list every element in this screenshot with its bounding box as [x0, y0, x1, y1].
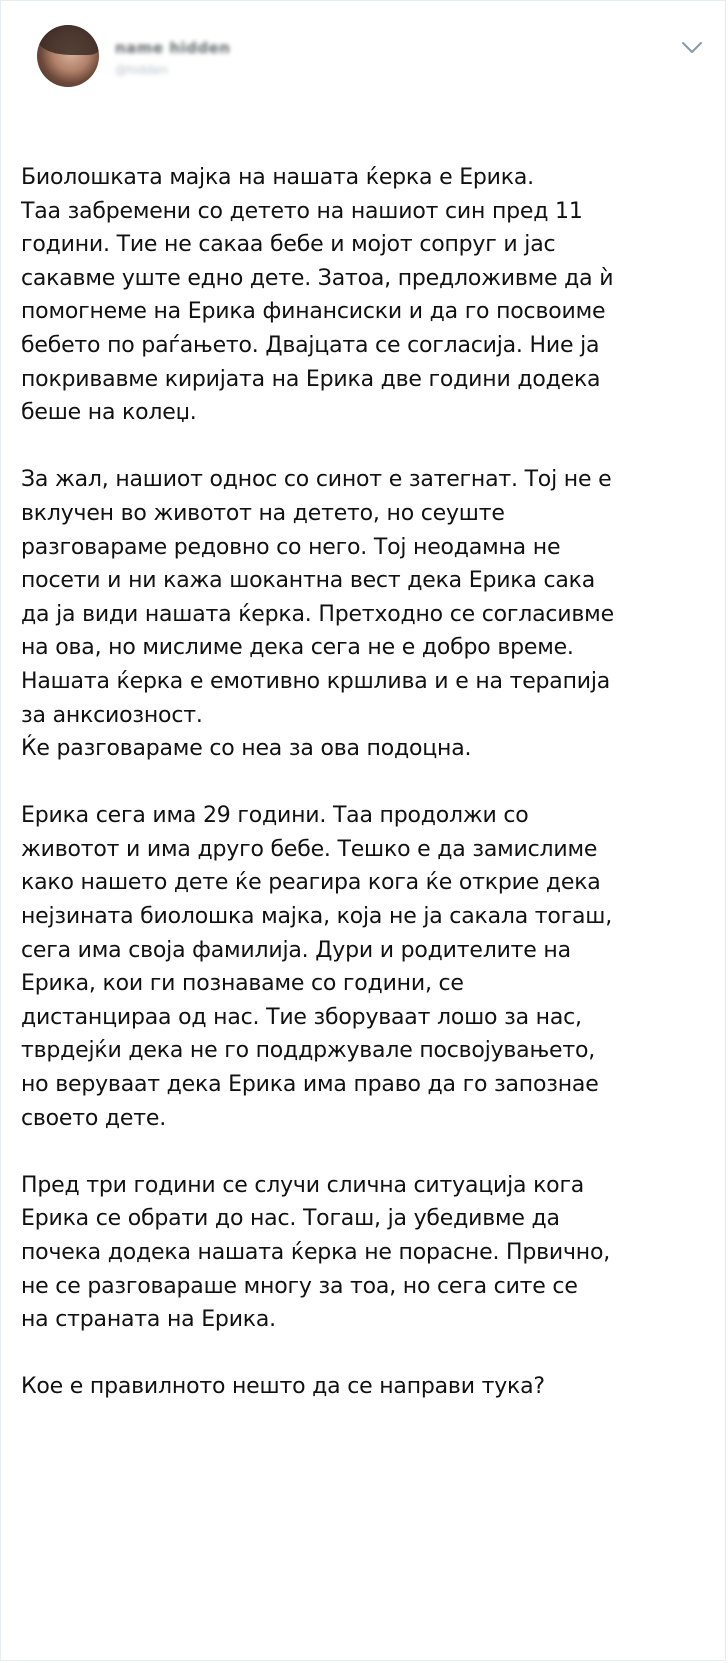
tweet-paragraph: [21, 161, 711, 430]
more-options-button[interactable]: [677, 33, 707, 63]
text-line: за анксиозност.: [21, 702, 203, 728]
chevron-down-icon: [681, 41, 703, 55]
text-line: За жал, нашиот однос со синот е затегнат. Тој не е: [21, 467, 612, 493]
text-line: Ерика, кои ги познаваме со години, се: [21, 971, 464, 997]
text-line: беше на колеџ.: [21, 400, 197, 426]
text-line: како нашето дете ќе реагира кога ќе открие дека: [21, 870, 601, 896]
text-line: почека додека нашата ќерка не порасне. Првично,: [21, 1240, 611, 1265]
tweet-paragraph: [21, 1169, 711, 1337]
text-line: сега има своја фамилија. Дури и родителите на: [21, 937, 571, 963]
text-line: нејзината биолошка мајка, која не ја сакала тогаш,: [21, 904, 613, 930]
text-line: на ова, но мислиме дека сега не е добро време.: [21, 635, 574, 661]
author-display-name[interactable]: name hidden: [115, 39, 231, 57]
text-line: Кое е правилното нешто да се направи тука?: [21, 1374, 545, 1400]
text-line: своето дете.: [21, 1105, 167, 1131]
text-line: вклучен во животот на детето, но сеуште: [21, 500, 505, 526]
text-line: Пред три години се случи слична ситуација кога: [21, 1172, 585, 1198]
text-line: помогнеме на Ерика финансиски и да го посвоиме: [21, 299, 606, 325]
text-line: но веруваат дека Ерика има право да го запознае: [21, 1072, 599, 1098]
text-line: Ерика се обрати до нас. Тогаш, ја убедивме да: [21, 1206, 560, 1232]
text-line: години. Тие не сакаа бебе и мојот сопруг и јас: [21, 232, 556, 258]
text-line: тврдејќи дека не го поддржувале посвојувањето,: [21, 1038, 596, 1064]
tweet-header: [31, 25, 711, 91]
author-handle[interactable]: @hidden: [115, 63, 169, 77]
text-line: животот и има друго бебе. Тешко е да замислиме: [21, 836, 598, 862]
avatar-hair: [37, 25, 99, 55]
text-line: Таа забремени со детето на нашиот син пред 11: [21, 198, 583, 224]
tweet-paragraph: [21, 1370, 711, 1404]
avatar[interactable]: [37, 25, 99, 87]
text-line: Ќе разговараме со неа за ова подоцна.: [21, 736, 472, 762]
text-line: Биолошката мајка на нашата ќерка е Ерика.: [21, 165, 534, 190]
text-line: разговараме редовно со него. Тој неодамна не: [21, 534, 561, 560]
text-line: посети и ни кажа шокантна вест дека Ерика сака: [21, 568, 596, 594]
text-line: дистанцираа од нас. Тие зборуваат лошо за нас,: [21, 1004, 582, 1030]
text-line: Нашата ќерка е емотивно кршлива и е на терапија: [21, 668, 611, 694]
text-line: на страната на Ерика.: [21, 1307, 276, 1333]
text-line: не се разговараше многу за тоа, но сега сите се: [21, 1273, 578, 1299]
tweet-text: [21, 161, 711, 1404]
text-line: покривавме киријата на Ерика две години додека: [21, 366, 601, 392]
text-line: сакавме уште едно дете. Затоа, предложивме да ѝ: [21, 265, 614, 291]
tweet-paragraph: [21, 799, 711, 1135]
text-line: да ја види нашата ќерка. Претходно се согласивме: [21, 601, 614, 627]
text-line: Ерика сега има 29 години. Таа продолжи со: [21, 803, 529, 829]
text-line: бебето по раѓањето. Двајцата се согласија. Ние ја: [21, 332, 600, 358]
user-meta: [115, 39, 415, 79]
tweet-paragraph: [21, 463, 711, 765]
